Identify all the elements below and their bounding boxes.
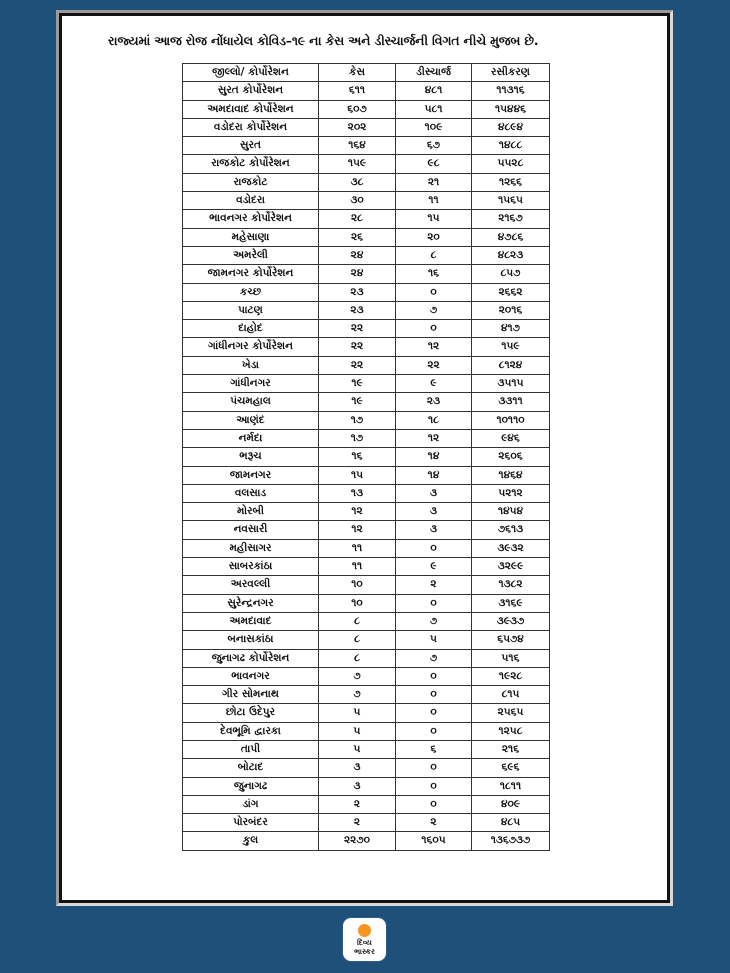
cell-district: છોટા ઉદેપુર	[183, 704, 319, 722]
table-row	[183, 393, 550, 411]
cell-cases: ૧૧	[319, 539, 396, 557]
cell-vaccination: ૮૫૭	[472, 265, 550, 283]
cell-district: અમદાવાદ કોર્પોરેશન	[183, 100, 319, 118]
document-title: રાજ્યમાં આજ રોજ નોંધાયેલ કોવિડ–૧૯ ના કેસ અને ડીસ્ચાર્જની વિગત નીચે મુજબ છે.	[108, 33, 539, 48]
cell-discharge: ૨	[396, 576, 472, 594]
table-row	[183, 722, 550, 740]
table-row	[183, 429, 550, 447]
cell-discharge: ૧૮	[396, 411, 472, 429]
cell-district: ગાંધીનગર કોર્પોરેશન	[183, 338, 319, 356]
cell-district: મહેસાણા	[183, 228, 319, 246]
cell-vaccination: ૧૧૩૧૬	[472, 82, 550, 100]
table-row	[183, 375, 550, 393]
cell-cases: ૧૩	[319, 484, 396, 502]
cell-district: ભાવનગર કોર્પોરેશન	[183, 210, 319, 228]
table-row	[183, 558, 550, 576]
cell-cases: ૨૪	[319, 246, 396, 264]
cell-district: મહીસાગર	[183, 539, 319, 557]
cell-discharge: ૩	[396, 521, 472, 539]
cell-district: ગીર સોમનાથ	[183, 686, 319, 704]
cell-district: દાહોદ	[183, 320, 319, 338]
cell-discharge: ૧૨	[396, 429, 472, 447]
table-row	[183, 704, 550, 722]
cell-discharge: ૦	[396, 722, 472, 740]
cell-cases: ૭	[319, 686, 396, 704]
cell-district: કચ્છ	[183, 283, 319, 301]
cell-district: દેવભૂમિ દ્વારકા	[183, 722, 319, 740]
cell-discharge: ૦	[396, 777, 472, 795]
cell-vaccination: ૪૦૯	[472, 795, 550, 813]
cell-district: ગાંધીનગર	[183, 375, 319, 393]
table-row	[183, 759, 550, 777]
cell-cases: ૮	[319, 649, 396, 667]
cell-district: નર્મદા	[183, 429, 319, 447]
cell-cases: ૧૬	[319, 448, 396, 466]
cell-vaccination: ૧૩૮૨	[472, 576, 550, 594]
cell-vaccination: ૪૮૯૪	[472, 118, 550, 136]
cell-cases: ૧૦	[319, 594, 396, 612]
table-row	[183, 155, 550, 173]
cell-district: સુરત કોર્પોરેશન	[183, 82, 319, 100]
cell-cases: ૨૨	[319, 356, 396, 374]
cell-discharge: ૧૧	[396, 192, 472, 210]
cell-cases: ૧૭	[319, 411, 396, 429]
cell-vaccination: ૧૫૬૫	[472, 192, 550, 210]
cell-discharge: ૬	[396, 740, 472, 758]
cell-cases: ૧૯	[319, 375, 396, 393]
cell-discharge: ૩	[396, 503, 472, 521]
cell-cases: ૫	[319, 740, 396, 758]
cell-vaccination: ૧૫૪૪૬	[472, 100, 550, 118]
table-row	[183, 795, 550, 813]
cell-cases: ૫	[319, 704, 396, 722]
cell-discharge: ૦	[396, 759, 472, 777]
table-header-row	[183, 64, 550, 82]
cell-district: બોટાદ	[183, 759, 319, 777]
cell-vaccination: ૪૧૭	[472, 320, 550, 338]
cell-vaccination: ૧૦૧૧૦	[472, 411, 550, 429]
cell-cases: ૧૨	[319, 503, 396, 521]
cell-vaccination: ૧૨૫૮	[472, 722, 550, 740]
table-row	[183, 667, 550, 685]
cell-cases: ૩૦	[319, 192, 396, 210]
cell-discharge: ૦	[396, 539, 472, 557]
table-row	[183, 228, 550, 246]
table-row	[183, 283, 550, 301]
cell-vaccination: ૨૬૬૨	[472, 283, 550, 301]
table-row	[183, 210, 550, 228]
cell-district: સુરત	[183, 137, 319, 155]
cell-discharge: ૧૨	[396, 338, 472, 356]
table-row	[183, 100, 550, 118]
total-discharge: ૧૬૦૫	[396, 832, 472, 850]
cell-vaccination: ૩૯૩૭	[472, 612, 550, 630]
cell-district: પોરબંદર	[183, 814, 319, 832]
cell-vaccination: ૧૪૮૮	[472, 137, 550, 155]
cell-discharge: ૦	[396, 795, 472, 813]
cell-vaccination: ૪૮૫	[472, 814, 550, 832]
logo-line-2: ભાસ્કર	[354, 947, 375, 956]
cell-district: તાપી	[183, 740, 319, 758]
cell-vaccination: ૩૨૯૯	[472, 558, 550, 576]
cell-cases: ૬૧૧	[319, 82, 396, 100]
cell-cases: ૨૬	[319, 228, 396, 246]
cell-cases: ૨૩	[319, 283, 396, 301]
cell-discharge: ૦	[396, 320, 472, 338]
table-row	[183, 192, 550, 210]
total-label: કુલ	[183, 832, 319, 850]
logo-line-1: દિવ્ય	[357, 938, 372, 947]
cell-cases: ૩૮	[319, 173, 396, 191]
cell-cases: ૬૦૭	[319, 100, 396, 118]
table-row	[183, 594, 550, 612]
cell-vaccination: ૪૭૮૬	[472, 228, 550, 246]
cell-cases: ૮	[319, 631, 396, 649]
cell-cases: ૧૭	[319, 429, 396, 447]
cell-cases: ૭	[319, 667, 396, 685]
cell-vaccination: ૧૨૬૬	[472, 173, 550, 191]
cell-district: બનાસકાંઠા	[183, 631, 319, 649]
cell-district: સાબરકાંઠા	[183, 558, 319, 576]
table-row	[183, 448, 550, 466]
cell-vaccination: ૨૬૦૬	[472, 448, 550, 466]
cell-vaccination: ૨૫૬૫	[472, 704, 550, 722]
cell-discharge: ૦	[396, 283, 472, 301]
cell-cases: ૧૦	[319, 576, 396, 594]
cell-vaccination: ૪૮૨૩	[472, 246, 550, 264]
cell-cases: ૧૫૯	[319, 155, 396, 173]
cell-district: નવસારી	[183, 521, 319, 539]
cell-vaccination: ૩૩૧૧	[472, 393, 550, 411]
cell-district: વડોદરા	[183, 192, 319, 210]
cell-discharge: ૧૪	[396, 466, 472, 484]
cell-discharge: ૮	[396, 246, 472, 264]
cell-discharge: ૨૧	[396, 173, 472, 191]
cell-discharge: ૭	[396, 649, 472, 667]
total-cases: ૨૨૭૦	[319, 832, 396, 850]
table-total-row	[183, 832, 550, 850]
cell-discharge: ૯	[396, 558, 472, 576]
cell-district: રાજકોટ કોર્પોરેશન	[183, 155, 319, 173]
cell-cases: ૨૦૨	[319, 118, 396, 136]
cell-discharge: ૭	[396, 301, 472, 319]
table-row	[183, 814, 550, 832]
cell-vaccination: ૫૨૧૨	[472, 484, 550, 502]
cell-cases: ૧૧	[319, 558, 396, 576]
cell-discharge: ૦	[396, 594, 472, 612]
cell-vaccination: ૬૫૭૪	[472, 631, 550, 649]
table-row	[183, 338, 550, 356]
table-row	[183, 137, 550, 155]
cell-discharge: ૯૮	[396, 155, 472, 173]
table-row	[183, 521, 550, 539]
cell-district: જામનગર	[183, 466, 319, 484]
cell-vaccination: ૨૦૧૬	[472, 301, 550, 319]
cell-discharge: ૦	[396, 704, 472, 722]
table-row	[183, 118, 550, 136]
cell-discharge: ૨૩	[396, 393, 472, 411]
cell-district: સુરેન્દ્રનગર	[183, 594, 319, 612]
cell-discharge: ૧૦૯	[396, 118, 472, 136]
cell-cases: ૨૮	[319, 210, 396, 228]
table-row	[183, 466, 550, 484]
table-row	[183, 301, 550, 319]
cell-district: રાજકોટ	[183, 173, 319, 191]
cell-discharge: ૯	[396, 375, 472, 393]
table-row	[183, 356, 550, 374]
cell-discharge: ૫	[396, 631, 472, 649]
cell-district: અમદાવાદ	[183, 612, 319, 630]
table-row	[183, 777, 550, 795]
cell-district: વલસાડ	[183, 484, 319, 502]
cell-district: અરવલ્લી	[183, 576, 319, 594]
cell-cases: ૧૬૪	[319, 137, 396, 155]
cell-cases: ૨	[319, 795, 396, 813]
table-row	[183, 612, 550, 630]
cell-vaccination: ૮૧૨૪	[472, 356, 550, 374]
cell-discharge: ૩	[396, 484, 472, 502]
cell-district: પાટણ	[183, 301, 319, 319]
cell-cases: ૨૩	[319, 301, 396, 319]
cell-discharge: ૧૫	[396, 210, 472, 228]
table-row	[183, 576, 550, 594]
cell-cases: ૨૨	[319, 320, 396, 338]
cell-discharge: ૨૦	[396, 228, 472, 246]
table-row	[183, 740, 550, 758]
header-district: જીલ્લો/ કોર્પોરેશન	[183, 64, 319, 82]
cell-cases: ૨	[319, 814, 396, 832]
cell-vaccination: ૬૯૬	[472, 759, 550, 777]
cell-discharge: ૭	[396, 612, 472, 630]
cell-district: જામનગર કોર્પોરેશન	[183, 265, 319, 283]
cell-vaccination: ૧૮૧૧	[472, 777, 550, 795]
cell-discharge: ૧૬	[396, 265, 472, 283]
covid-cases-table	[182, 63, 550, 851]
cell-cases: ૧૨	[319, 521, 396, 539]
table-row	[183, 631, 550, 649]
cell-discharge: ૨	[396, 814, 472, 832]
cell-district: આણંદ	[183, 411, 319, 429]
cell-district: જુનાગઢ	[183, 777, 319, 795]
cell-vaccination: ૫૧૬	[472, 649, 550, 667]
header-discharge: ડીસ્ચાર્જ	[396, 64, 472, 82]
cell-vaccination: ૭૬૧૩	[472, 521, 550, 539]
cell-vaccination: ૩૫૧૫	[472, 375, 550, 393]
table-row	[183, 503, 550, 521]
cell-district: મોરબી	[183, 503, 319, 521]
cell-vaccination: ૧૪૫૪	[472, 503, 550, 521]
table-row	[183, 649, 550, 667]
cell-cases: ૩	[319, 777, 396, 795]
cell-vaccination: ૨૧૬	[472, 740, 550, 758]
total-vaccination: ૧૩૬૭૩૭	[472, 832, 550, 850]
cell-discharge: ૪૮૧	[396, 82, 472, 100]
cell-discharge: ૧૪	[396, 448, 472, 466]
header-vaccination: રસીકરણ	[472, 64, 550, 82]
cell-vaccination: ૧૫૯	[472, 338, 550, 356]
cell-discharge: ૫૮૧	[396, 100, 472, 118]
header-cases: કેસ	[319, 64, 396, 82]
cell-discharge: ૦	[396, 667, 472, 685]
cell-district: ભાવનગર	[183, 667, 319, 685]
cell-vaccination: ૨૧૬૭	[472, 210, 550, 228]
cell-district: અમરેલી	[183, 246, 319, 264]
cell-district: ખેડા	[183, 356, 319, 374]
cell-cases: ૨૨	[319, 338, 396, 356]
table-row	[183, 173, 550, 191]
cell-district: ડાંગ	[183, 795, 319, 813]
cell-discharge: ૦	[396, 686, 472, 704]
sun-icon	[358, 924, 371, 937]
table-row	[183, 82, 550, 100]
cell-district: ભરૂચ	[183, 448, 319, 466]
table-row	[183, 411, 550, 429]
cell-cases: ૮	[319, 612, 396, 630]
cell-vaccination: ૧૪૬૪	[472, 466, 550, 484]
cell-discharge: ૨૨	[396, 356, 472, 374]
cell-cases: ૧૯	[319, 393, 396, 411]
cell-vaccination: ૫૫૨૮	[472, 155, 550, 173]
cell-discharge: ૬૭	[396, 137, 472, 155]
cell-district: પંચમહાલ	[183, 393, 319, 411]
table-row	[183, 686, 550, 704]
cell-cases: ૨૪	[319, 265, 396, 283]
table-row	[183, 265, 550, 283]
divya-bhaskar-logo	[343, 918, 386, 961]
cell-district: જુનાગઢ કોર્પોરેશન	[183, 649, 319, 667]
cell-vaccination: ૯૪૬	[472, 429, 550, 447]
table-row	[183, 246, 550, 264]
cell-vaccination: ૩૧૬૯	[472, 594, 550, 612]
cell-cases: ૫	[319, 722, 396, 740]
cell-district: વડોદરા કોર્પોરેશન	[183, 118, 319, 136]
table-row	[183, 320, 550, 338]
cell-vaccination: ૧૯૨૮	[472, 667, 550, 685]
cell-vaccination: ૩૯૩૨	[472, 539, 550, 557]
cell-cases: ૩	[319, 759, 396, 777]
table-row	[183, 484, 550, 502]
cell-cases: ૧૫	[319, 466, 396, 484]
table-row	[183, 539, 550, 557]
cell-vaccination: ૮૧૫	[472, 686, 550, 704]
